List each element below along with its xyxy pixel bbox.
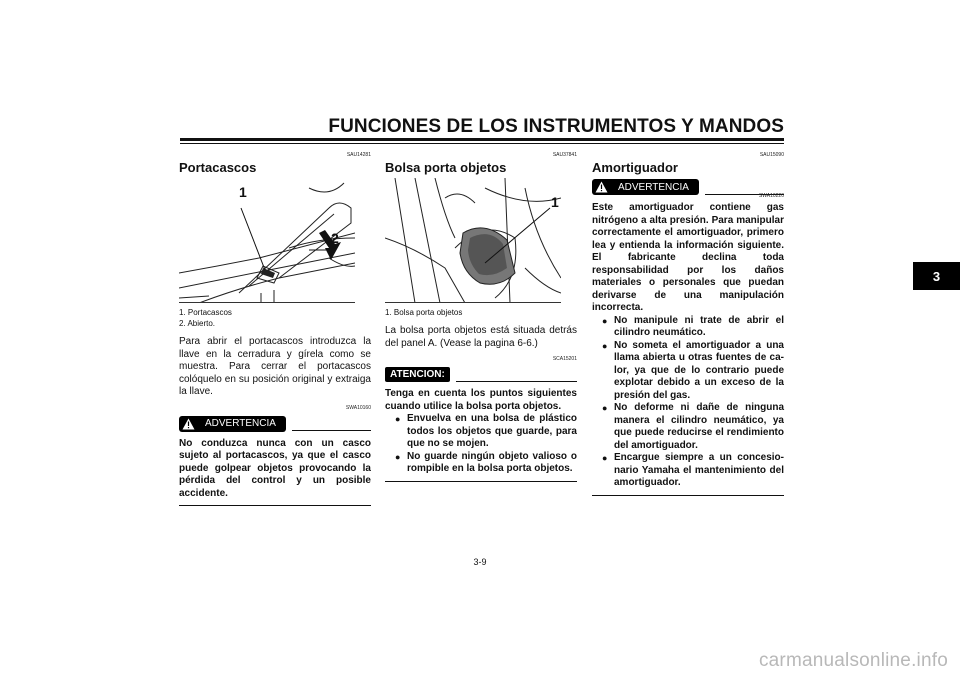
body-paragraph: Para abrir el portacascos introduzca la llave en la cerradura y gírela como se muestra. Para cerrar el portacascos colóquelo en su posición original y extraiga la llave. [179, 336, 371, 397]
list-item: ● No someta el amortiguador a una llama abierta u otras fuentes de calor, ya que de lo contrario puede explotar debido a un exceso de la presión del gas. [602, 340, 784, 403]
figure-label-1: 1 [239, 184, 247, 200]
header-rule [180, 138, 784, 141]
watermark: carmanualsonline.info [758, 650, 948, 671]
caution-rule [456, 381, 577, 382]
list-item: ● Envuelva en una bolsa de plástico todos los objetos que guarde, para que no se mojen. [395, 413, 577, 451]
helmet-holder-illustration [179, 178, 355, 303]
caption-item: 1. Bolsa porta objetos [385, 308, 463, 317]
warning-end-rule [179, 505, 371, 506]
caution-code: SCA15201 [552, 356, 577, 362]
figure-label-1: 1 [551, 194, 559, 210]
warning-intro: Este amortiguador contiene gas nitrógeno a alta presión. Para manipular correctamente el amortiguador, primero lea y entienda la información siguiente. El fabricante declina toda responsabilidad por los daños materiales o personales que puedan derivarse de una manipulación incorrecta. [592, 202, 784, 313]
caution-end-rule [385, 481, 577, 482]
caution-badge: ATENCION: [385, 367, 450, 382]
warning-badge [592, 179, 699, 195]
warning-rule [292, 430, 371, 431]
warning-badge [179, 416, 286, 432]
section-code: SAU15090 [759, 152, 784, 158]
section-title: Bolsa porta objetos [385, 160, 507, 175]
section-code: SAU37841 [552, 152, 577, 158]
caption-item: 1. Portacascos [179, 308, 232, 317]
warning-code: SWA10220 [758, 193, 784, 199]
warning-end-rule [592, 495, 784, 496]
warning-triangle-icon [182, 418, 195, 430]
list-item: ● No guarde ningún objeto valioso o rompible en la bolsa porta objetos. [395, 451, 577, 476]
warning-block [179, 416, 371, 507]
caution-intro: Tenga en cuenta los puntos siguientes cuando utilice la bolsa porta objetos. [385, 388, 577, 412]
helmet-holder-figure [179, 178, 355, 303]
warning-block [592, 179, 784, 496]
warning-code: SWA10160 [345, 404, 371, 411]
caution-list [395, 413, 577, 476]
caution-block [385, 367, 577, 482]
warning-label: ADVERTENCIA [205, 418, 276, 429]
figure-caption [385, 307, 577, 318]
warning-text: No conduzca nunca con un casco sujeto al portacascos, ya que el casco puede golpear objetos provocando la pérdida del control y un posible accidente. [179, 437, 371, 499]
section-storage-bag [385, 152, 577, 482]
header-rule-thin [180, 143, 784, 144]
section-code: SAU14281 [346, 152, 371, 158]
storage-bag-figure [385, 178, 561, 303]
warning-triangle-icon [595, 181, 608, 193]
section-title: Portacascos [179, 160, 257, 175]
section-title: Amortiguador [592, 160, 678, 175]
warning-list [602, 315, 784, 490]
section-shock-absorber [592, 152, 784, 496]
chapter-tab[interactable]: 3 [913, 262, 960, 290]
warning-label: ADVERTENCIA [618, 181, 689, 193]
body-paragraph: La bolsa porta objetos está situada detrás del panel A. (Vease la pagina 6-6.) [385, 325, 577, 349]
list-item: ● No deforme ni dañe de ninguna manera el cilindro neumático, ya que puede reducirse el rendimiento del amortiguador. [602, 402, 784, 452]
list-item: ● No manipule ni trate de abrir el cilindro neumático. [602, 315, 784, 340]
page-header-title: FUNCIONES DE LOS INSTRUMENTOS Y MANDOS [328, 116, 784, 137]
list-item: ● Encargue siempre a un concesionario Yamaha el mantenimiento del amortiguador. [602, 452, 784, 490]
figure-label-2: 2 [331, 230, 339, 246]
page-number: 3-9 [473, 557, 487, 567]
caption-item: 2. Abierto. [179, 319, 216, 328]
storage-bag-illustration [385, 178, 561, 303]
section-helmet-holder [179, 152, 371, 506]
figure-caption [179, 307, 371, 329]
